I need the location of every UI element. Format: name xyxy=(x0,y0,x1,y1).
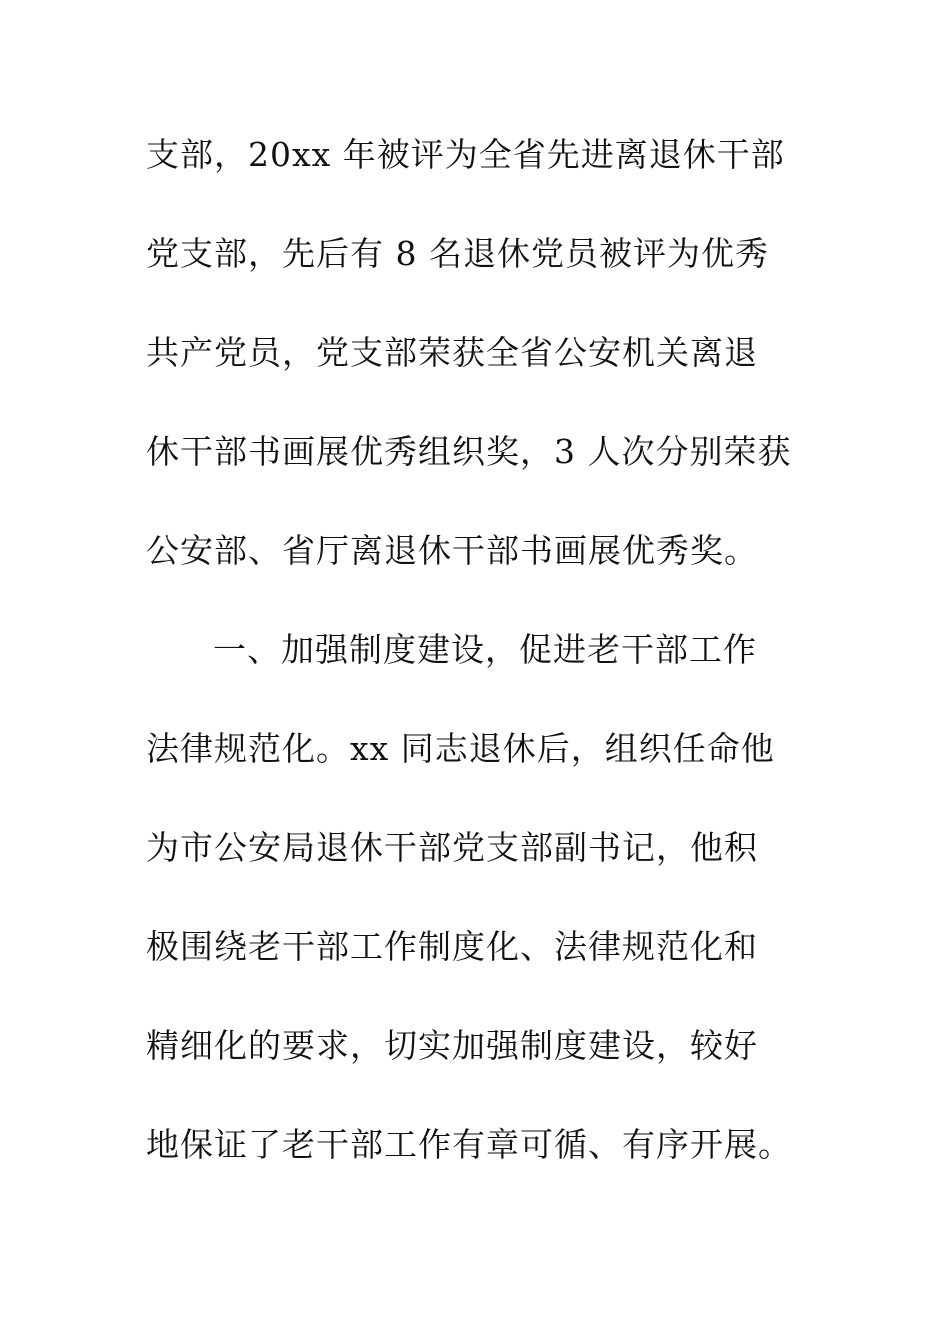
body-text-line: 为市公安局退休干部党支部副书记，他积 xyxy=(146,828,758,867)
body-text-line: 地保证了老干部工作有章可循、有序开展。 xyxy=(146,1125,792,1164)
body-text-line: 共产党员，党支部荣获全省公安机关离退 xyxy=(146,333,758,372)
body-text-line: 极围绕老干部工作制度化、法律规范化和 xyxy=(146,927,758,966)
section-heading-line: 一、加强制度建设，促进老干部工作 xyxy=(213,630,757,669)
body-text-line: 休干部书画展优秀组织奖，3 人次分别荣获 xyxy=(146,432,792,471)
body-text-line: 支部，20xx 年被评为全省先进离退休干部 xyxy=(146,135,785,174)
body-text-line: 精细化的要求，切实加强制度建设，较好 xyxy=(146,1026,758,1065)
body-text-line: 公安部、省厅离退休干部书画展优秀奖。 xyxy=(146,531,758,570)
body-text-line: 法律规范化。xx 同志退休后，组织任命他 xyxy=(146,729,775,768)
body-text-line: 党支部，先后有 8 名退休党员被评为优秀 xyxy=(146,234,769,273)
